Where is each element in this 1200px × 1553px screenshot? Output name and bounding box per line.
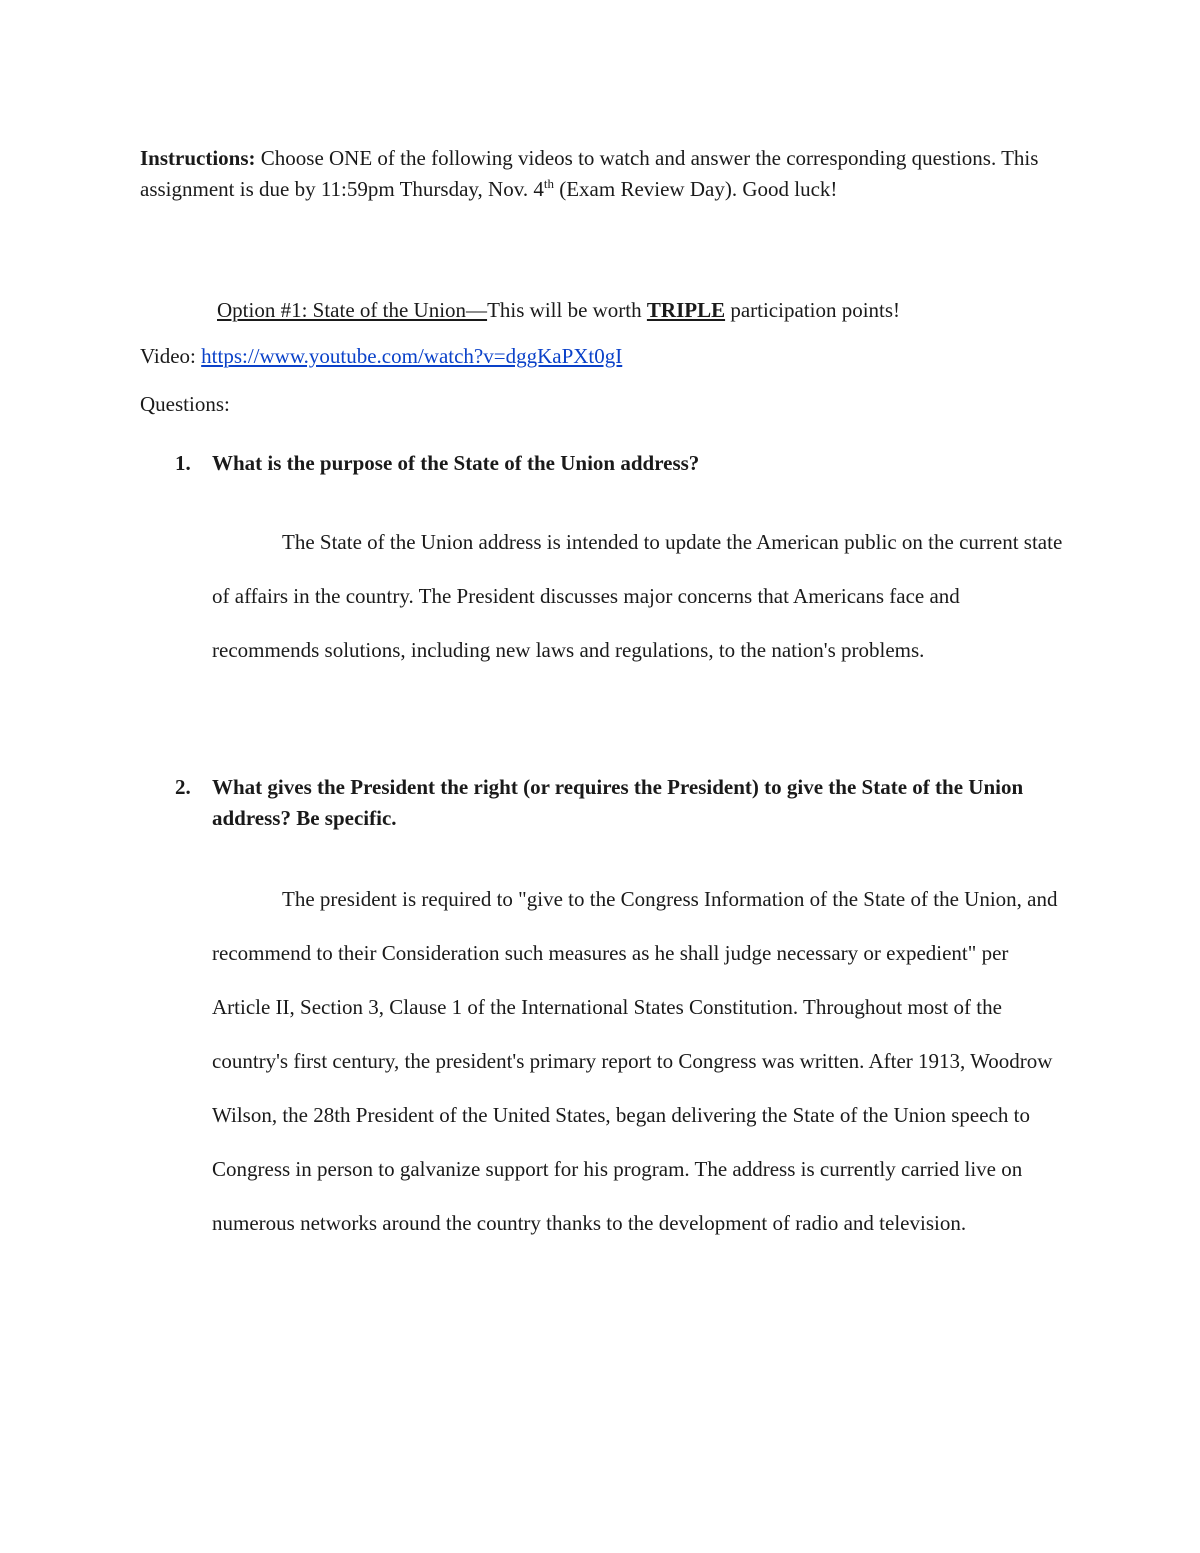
option-heading xyxy=(217,298,900,323)
video-line xyxy=(140,344,622,369)
question-text: What gives the President the right (or requires the President) to give the State of the Union address? Be specific. xyxy=(212,775,1024,830)
video-link[interactable]: https://www.youtube.com/watch?v=dggKaPXt0gI xyxy=(201,344,623,368)
video-label: Video: xyxy=(140,344,202,368)
instructions-label: Instructions: xyxy=(140,146,256,170)
option-title: Option #1: State of the Union— xyxy=(217,298,488,322)
question-number: 2. xyxy=(175,775,191,799)
questions-label: Questions: xyxy=(140,392,230,416)
option-emphasis: TRIPLE xyxy=(646,298,726,322)
question-number: 1. xyxy=(175,451,191,475)
date-superscript: th xyxy=(543,176,554,191)
instructions-text-end: (Exam Review Day). Good luck! xyxy=(553,177,838,201)
option-text: This will be worth xyxy=(487,298,647,322)
question-text: What is the purpose of the State of the Union address? xyxy=(212,451,700,475)
answer-1: The State of the Union address is intended to update the American public on the current state of affairs in the country. The President discusses major concerns that Americans face and recommends solutions, including new laws and regulations, to the nation's problems. xyxy=(212,530,1063,662)
instructions-paragraph xyxy=(140,143,1040,205)
option-text-end: participation points! xyxy=(725,298,901,322)
answer-2: The president is required to "give to the Congress Information of the State of the Union, and recommend to their Consideration such measures as he shall judge necessary or expedient" per Article II, Section 3, Clause 1 of the International States Constitution. Throughout most of the country's first century, the president's primary report to Congress was written. After 1913, Woodrow Wilson, the 28th President of the United States, began delivering the State of the Union speech to Congress in person to galvanize support for his program. The address is currently carried live on numerous networks around the country thanks to the development of radio and television. xyxy=(212,887,1058,1235)
instructions-text: Choose ONE of the following videos to watch and answer the corresponding questions. This assignment is due by 11:59pm Thursday, Nov. 4 xyxy=(140,146,1039,201)
